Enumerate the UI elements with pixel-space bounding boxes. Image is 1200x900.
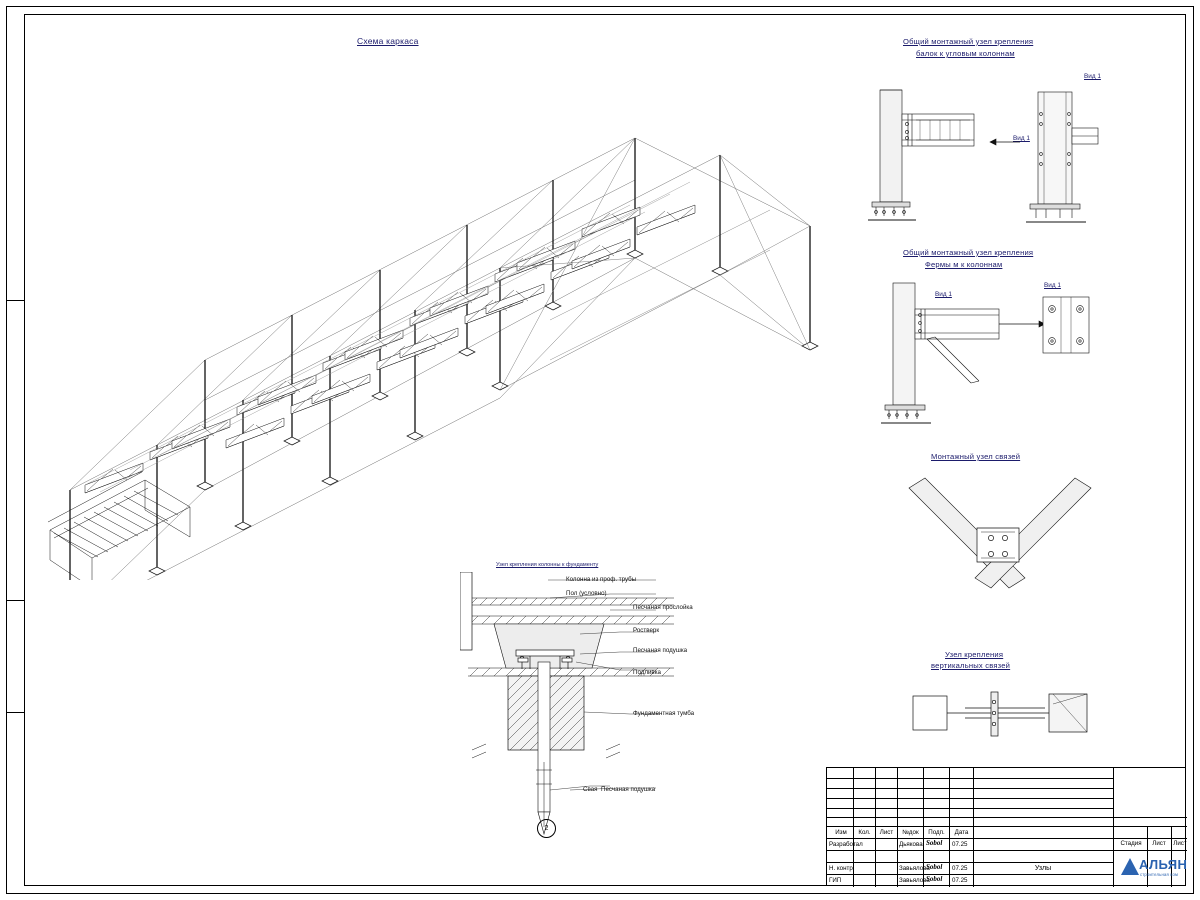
main-view-title: Схема каркаса xyxy=(357,36,419,46)
stamp-row-name-0: Дьякова xyxy=(899,841,923,848)
detail-beam-corner-title-line1: Общий монтажный узел крепления xyxy=(903,37,1034,46)
callout-sand-layer: Песчаная прослойка xyxy=(633,604,693,611)
detail-beam-corner-drawing xyxy=(860,62,1100,227)
stamp-row-name-3: Завьялова xyxy=(899,877,930,884)
detail-truss-view-right-label: Вид 1 xyxy=(1044,282,1061,289)
callout-foundation-block: Фундаментная тумба xyxy=(633,710,695,717)
fold-mark-bottom xyxy=(6,600,24,601)
callout-pile: Свая xyxy=(583,786,598,793)
stamp-row-sign-2: Sobol xyxy=(926,863,943,871)
detail-truss-drawing xyxy=(875,275,1105,435)
detail-bracing-node-title: Монтажный узел связей xyxy=(931,452,1021,461)
stamp-col-ndok: №док xyxy=(902,829,919,836)
callout-sand-cushion-2: Песчаная подушка xyxy=(601,786,656,793)
stamp-sheets-header: Лист xyxy=(1173,840,1187,847)
detail-beam-corner-view-left-label: Вид 1 xyxy=(1013,135,1030,142)
stamp-row-sign-3: Sobol xyxy=(926,875,943,883)
detail-beam-corner-view-right-label: Вид 1 xyxy=(1084,73,1101,80)
detail-truss-view-left-label: Вид 1 xyxy=(935,291,952,298)
detail-foundation-title: Узел крепления колонны к фундаменту xyxy=(496,562,599,568)
callout-pile-cap: Ростверк xyxy=(633,627,660,634)
company-logo-icon xyxy=(1121,858,1139,875)
detail-vertical-bracing-title-line1: Узел крепления xyxy=(945,650,1004,659)
stamp-sheet-header: Лист xyxy=(1152,840,1166,847)
stamp-stage-header: Стадия xyxy=(1120,840,1142,847)
stamp-col-kol: Кол. xyxy=(858,829,871,836)
stamp-row-sign-0: Sobol xyxy=(926,839,943,847)
title-block xyxy=(826,767,1186,886)
company-logo-name: АЛЬЯН xyxy=(1139,857,1188,872)
callout-sand-cushion: Песчаная подушка xyxy=(633,647,688,654)
detail-vertical-bracing-title-line2: вертикальных связей xyxy=(931,661,1011,670)
stamp-row-role-2: Н. контр. xyxy=(829,865,855,872)
detail-mark-circle: 2 xyxy=(537,819,556,838)
fold-mark-top xyxy=(6,300,24,301)
callout-floor: Пол (условно) xyxy=(566,590,607,597)
detail-truss-title-line1: Общий монтажный узел крепления xyxy=(903,248,1034,257)
callout-column-pipe: Колонна из проф. трубы xyxy=(566,576,637,583)
stamp-col-podp: Подп. xyxy=(928,829,945,836)
detail-beam-corner-title-line2: балок к угловым колоннам xyxy=(916,49,1015,58)
stamp-col-list: Лист xyxy=(879,829,894,836)
stamp-col-data: Дата xyxy=(954,829,969,836)
stamp-row-date-3: 07.25 xyxy=(952,877,968,884)
detail-bracing-node-drawing xyxy=(895,466,1105,626)
stamp-col-izm: Изм xyxy=(835,829,847,836)
stamp-row-role-0: Разработал xyxy=(829,841,863,848)
callout-grout: Подливка xyxy=(633,669,662,676)
fold-mark-lower xyxy=(6,712,24,713)
detail-truss-title-line2: Фермы м к колоннам xyxy=(925,260,1003,269)
stamp-doc-title: Узлы xyxy=(1034,865,1052,872)
stamp-row-date-0: 07.25 xyxy=(952,841,968,848)
stamp-row-role-3: ГИП xyxy=(829,877,842,884)
detail-foundation-drawing xyxy=(460,572,680,862)
stamp-row-name-2: Завьялова xyxy=(899,865,930,872)
company-logo-subtitle: строительная ком xyxy=(1140,872,1179,877)
detail-vertical-bracing-drawing xyxy=(905,680,1095,750)
frame-3d-view xyxy=(30,60,830,580)
stamp-row-date-2: 07.25 xyxy=(952,865,968,872)
